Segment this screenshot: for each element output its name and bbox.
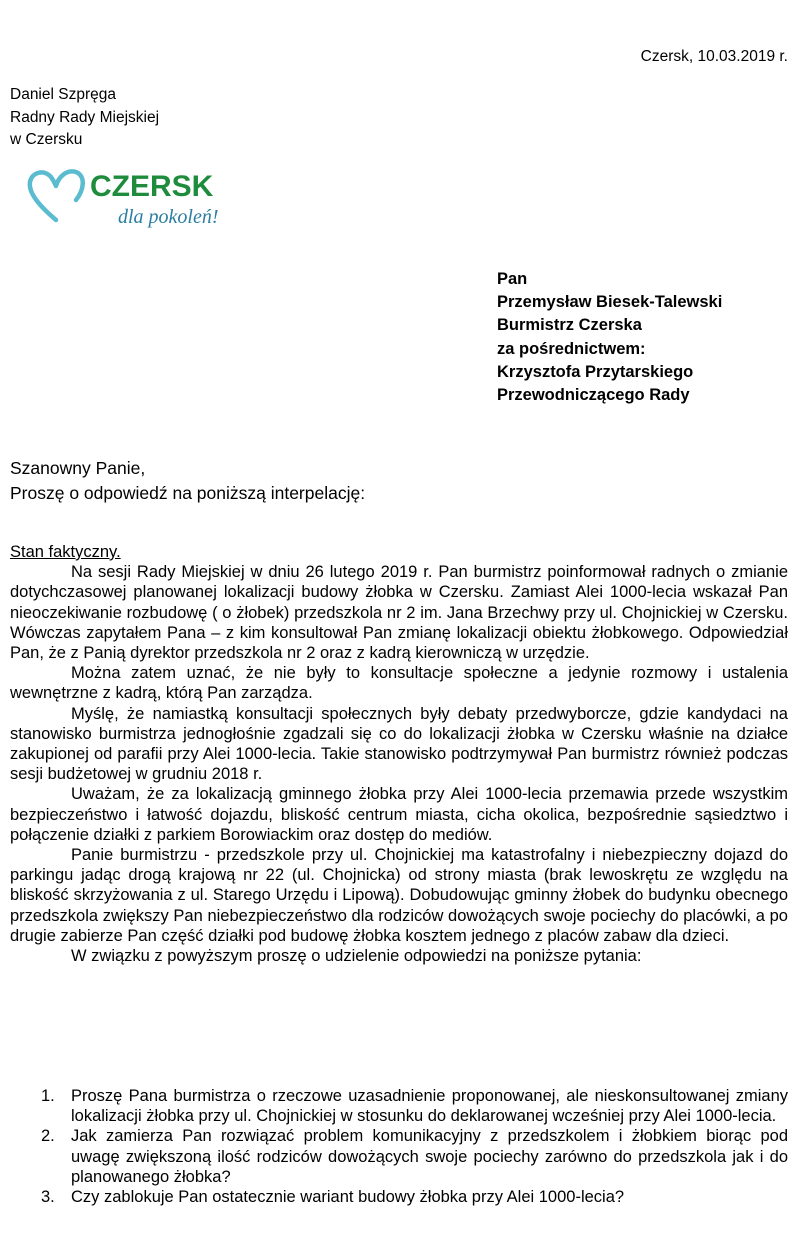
heart-icon <box>30 171 83 220</box>
czersk-logo <box>24 160 244 232</box>
question-number: 3. <box>41 1188 55 1207</box>
body-paragraph: Można zatem uznać, że nie były to konsultacje społeczne a jedynie rozmowy i ustalenia wewnętrzne z kadrą, którą Pan zarządza. <box>10 664 788 703</box>
recipient-line: Przemysław Biesek-Talewski <box>497 293 723 312</box>
letter-date: Czersk, 10.03.2019 r. <box>640 48 788 65</box>
body-paragraph: Myślę, że namiastką konsultacji społecznych były debaty przedwyborcze, gdzie kandydaci na stanowisko burmistrza jednogłośnie zgadzali się co do lokalizacji żłobka w Czersku właśnie na działce zakupionej od parafii przy Alei 1000-lecia. Takie stanowisko podtrzymywał Pan burmistrz również podczas sesji budżetowej w grudniu 2018 r. <box>10 704 788 784</box>
recipient-block <box>497 268 722 407</box>
salutation: Szanowny Panie, <box>10 458 146 478</box>
question-text: Czy zablokuje Pan ostatecznie wariant budowy żłobka przy Alei 1000-lecia? <box>71 1188 625 1207</box>
sender-place: w Czersku <box>10 131 83 148</box>
question-number: 1. <box>41 1087 55 1105</box>
body-paragraph: W związku z powyższym proszę o udzielenie odpowiedzi na poniższe pytania: <box>71 947 642 966</box>
letter-body <box>10 542 788 966</box>
recipient-line: Krzysztofa Przytarskiego <box>497 362 694 381</box>
question-text: Jak zamierza Pan rozwiązać problem komunikacyjny z przedszkolem i żłobkiem biorąc pod uwagę zwiększoną ilość rodziców dowożących swoje pociechy zarówno do przedszkola jak i do planowanego żłobka? <box>71 1127 788 1186</box>
recipient-line: Przewodniczącego Rady <box>497 386 690 405</box>
sender-name: Daniel Szpręga <box>10 86 116 103</box>
logo-text: CZERSK <box>90 170 214 203</box>
body-paragraph: Uważam, że za lokalizacją gminnego żłobka przy Alei 1000-lecia przemawia przede wszystkim bezpieczeństwo i łatwość dojazdu, bliskość centrum miasta, cicha okolica, bezpośrednie sąsiedztwo i połączenie działki z parkiem Borowiackim oraz dostęp do mediów. <box>10 785 788 844</box>
sender-block <box>10 84 159 152</box>
question-text: Proszę Pana burmistrza o rzeczowe uzasadnienie proponowanej, ale nieskonsultowanej zmiany lokalizacji żłobka przy ul. Chojnickiej w stosunku do deklarowanej wcześniej przy Alei 1000-lecia. <box>71 1087 788 1126</box>
question-number: 2. <box>41 1127 55 1146</box>
question-item <box>10 1187 788 1207</box>
recipient-line: za pośrednictwem: <box>497 339 646 358</box>
logo-slogan: dla pokoleń! <box>118 206 219 228</box>
recipient-line: Burmistrz Czerska <box>497 316 642 335</box>
questions-list <box>10 1086 788 1207</box>
section-heading: Stan faktyczny. <box>10 543 121 561</box>
question-item <box>10 1126 788 1187</box>
recipient-line: Pan <box>497 270 528 288</box>
body-paragraph: Panie burmistrzu - przedszkole przy ul. Chojnickiej ma katastrofalny i niebezpieczny dojazd do parkingu jadąc drogą krajową nr 22 (ul. Chojnicka) od strony miasta (brak lewoskrętu ze względu na bliskość skrzyżowania z ul. Starego Urzędu i Lipową). Dobudowując gminny żłobek do budynku obecnego przedszkola zwiększy Pan niebezpieczeństwo dla rodziców dowożących swoje pociechy do placówki, a po drugie zabierze Pan część działki pod budowę żłobka kosztem jednego z placów zabaw dla dzieci. <box>10 846 788 945</box>
body-paragraph: Na sesji Rady Miejskiej w dniu 26 lutego 2019 r. Pan burmistrz poinformował radnych o zmianie dotychczasowej planowanej lokalizacji budowy żłobka w Czersku. Zamiast Alei 1000-lecia wskazał Pan nieoczekiwanie rozbudowę ( o żłobek) przedszkola nr 2 im. Jana Brzechwy przy ul. Chojnickiej w Czersku. Wówczas zapytałem Pana – z kim konsultował Pan zmianę lokalizacji obiektu żłobkowego. Odpowiedział Pan, że z Panią dyrektor przedszkola nr 2 oraz z kadrą kierowniczą w urzędzie. <box>10 563 788 663</box>
sender-role: Radny Rady Miejskiej <box>10 108 160 126</box>
question-item <box>10 1086 788 1126</box>
request-line: Proszę o odpowiedź na poniższą interpelację: <box>10 483 366 503</box>
greeting-block <box>10 456 365 506</box>
